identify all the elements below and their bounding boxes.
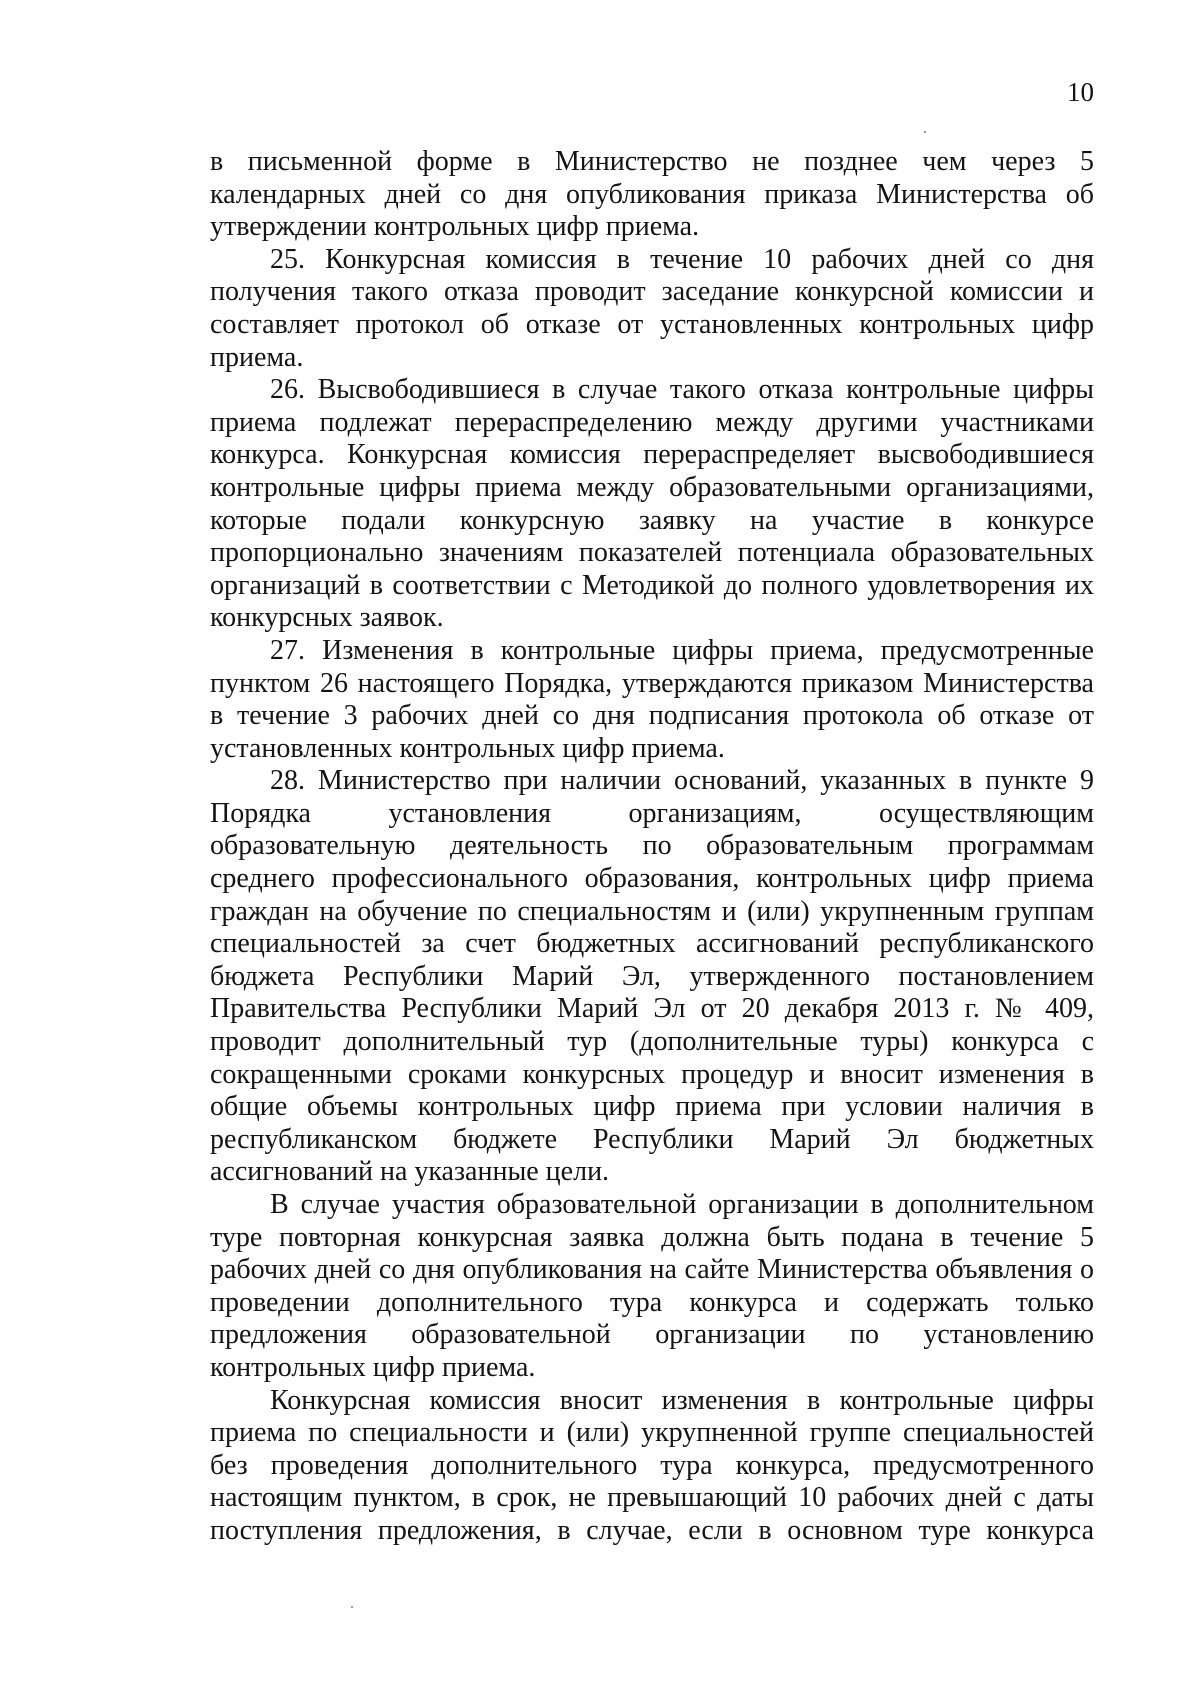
paragraph-continuation: в письменной форме в Министерство не позднее чем через 5 календарных дней со дня опубликования приказа Министерства об утверждении контрольных цифр приема.	[210, 146, 1094, 243]
document-body	[210, 146, 1094, 1548]
paragraph-item-25: 25. Конкурсная комиссия в течение 10 рабочих дней со дня получения такого отказа проводит заседание конкурсной комиссии и составляет протокол об отказе от установленных контрольных цифр приема.	[210, 243, 1094, 373]
paragraph-additional-round: В случае участия образовательной организации в дополнительном туре повторная конкурсная заявка должна быть подана в течение 5 рабочих дней со дня опубликования на сайте Министерства объявления о проведении дополнительного тура конкурса и содержать только предложения образовательной организации по установлению контрольных цифр приема.	[210, 1189, 1094, 1383]
paragraph-item-27: 27. Изменения в контрольные цифры приема, предусмотренные пунктом 26 настоящего Порядка, утверждаются приказом Министерства в течение 3 рабочих дней со дня подписания протокола об отказе от установленных контрольных цифр приема.	[210, 634, 1094, 764]
scan-speck	[924, 131, 926, 133]
scan-speck	[351, 1606, 353, 1608]
paragraph-commission-changes: Конкурсная комиссия вносит изменения в контрольные цифры приема по специальности и (или) укрупненной группе специальностей без проведения дополнительного тура конкурса, предусмотренного настоящим пунктом, в срок, не превышающий 10 рабочих дней с даты поступления предложения, в случае, если в основном туре конкурса	[210, 1384, 1094, 1546]
paragraph-item-28: 28. Министерство при наличии оснований, указанных в пункте 9 Порядка установления организациям, осуществляющим образовательную деятельность по образовательным программам среднего профессионального образования, контрольных цифр приема граждан на обучение по специальностям и (или) укрупненным группам специальностей за счет бюджетных ассигнований республиканского бюджета Республики Марий Эл, утвержденного постановлением Правительства Республики Марий Эл от 20 декабря 2013 г. № 409, проводит дополнительный тур (дополнительные туры) конкурса с сокращенными сроками конкурсных процедур и вносит изменения в общие объемы контрольных цифр приема при условии наличия в республиканском бюджете Республики Марий Эл бюджетных ассигнований на указанные цели.	[210, 765, 1094, 1188]
paragraph-item-26: 26. Высвободившиеся в случае такого отказа контрольные цифры приема подлежат перераспределению между другими участниками конкурса. Конкурсная комиссия перераспределяет высвободившиеся контрольные цифры приема между образовательными организациями, которые подали конкурсную заявку на участие в конкурсе пропорционально значениям показателей потенциала образовательных организаций в соответствии с Методикой до полного удовлетворения их конкурсных заявок.	[210, 374, 1094, 634]
page-number: 10	[1067, 77, 1094, 107]
